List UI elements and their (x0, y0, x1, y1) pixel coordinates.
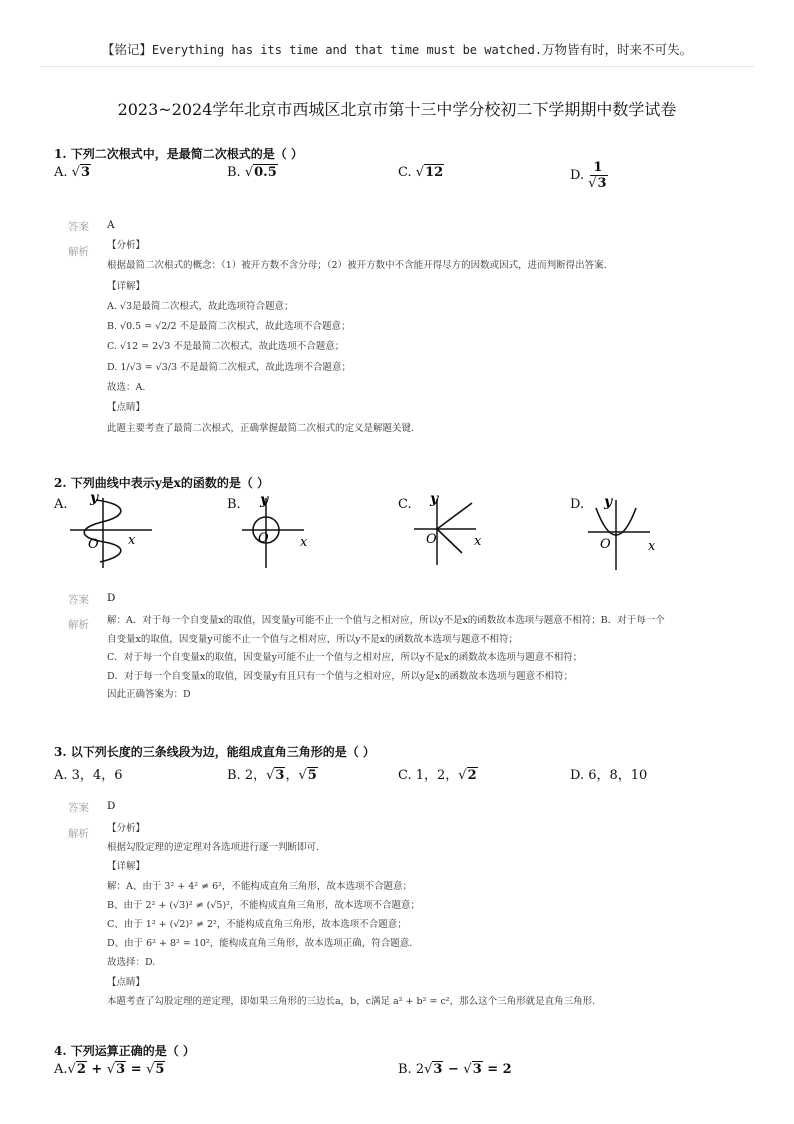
q1-solution-line: 【点睛】 (107, 402, 146, 414)
q2-graph-c (410, 487, 500, 569)
q2-solution-line: 自变量x的取值，因变量y可能不止一个值与之相对应，所以y不是x的函数故本选项与题意不相符； (107, 633, 518, 645)
q1-solution-line: A. √3是最简二次根式，故此选项符合题意； (107, 300, 294, 312)
axis-x-label: x (648, 539, 656, 554)
q1-analysis-label: 解析 (68, 246, 89, 258)
q2-solution (107, 612, 727, 705)
q1-solution-line: 此题主要考查了最简二次根式，正确掌握最简二次根式的定义是解题关键. (107, 422, 415, 434)
q3-solution-line: 本题考查了勾股定理的逆定理，即如果三角形的三边长a，b，c满足 a² + b² = c²，那么这个三角形就是直角三角形. (107, 995, 596, 1007)
q1-stem: 1. 下列二次根式中，是最简二次根式的是（ ） (54, 147, 303, 161)
q2-answer: D (107, 592, 116, 604)
q3-solution-line: B、由于 2² + (√3)² ≠ (√5)²，不能构成直角三角形，故本选项不合题意； (107, 899, 420, 911)
axis-y-label: y (604, 494, 613, 510)
q3-solution-line: 【详解】 (107, 861, 146, 873)
q1-solution-line: B. √0.5 = √2/2 不是最简二次根式，故此选项不合题意； (107, 321, 351, 333)
q2-solution-line: 因此正确答案为：D (107, 689, 191, 701)
q4-stem: 4. 下列运算正确的是（ ） (54, 1044, 195, 1058)
q2-stem: 2. 下列曲线中表示y是x的函数的是（ ） (54, 476, 270, 490)
q2-option-a-label: A. (54, 497, 68, 512)
q1-solution-line: 根据最简二次根式的概念：（1）被开方数不含分母；（2）被开方数中不含能开得尽方的因数或因式，进而判断得出答案. (107, 260, 607, 272)
axis-y-label: y (430, 491, 439, 507)
q1-option-c: C. √12 (398, 165, 444, 180)
q1-option-d: D. $\frac{1}{√3}$ (570, 160, 607, 191)
q2-answer-label: 答案 (68, 594, 89, 606)
q1-solution-line: 【详解】 (107, 280, 146, 292)
q1-d-denominator: 3 (597, 176, 607, 191)
q2-option-d-label: D. (570, 497, 585, 512)
q3-solution-line: 【分析】 (107, 823, 146, 834)
header-divider (40, 66, 754, 67)
q1-d-numerator: 1 (590, 160, 605, 176)
q2-solution-line: C．对于每一个自变量x的取值，因变量y可能不止一个值与之相对应，所以y不是x的函数故本选项与题意不相符； (107, 652, 583, 664)
q1-solution-line: 故选：A. (107, 382, 146, 394)
q3-option-d: D. 6，8，10 (570, 768, 648, 783)
q3-answer: D (107, 800, 116, 812)
q1-c-radicand: 12 (425, 165, 444, 180)
q3-solution-line: 【点睛】 (107, 976, 146, 988)
motto-suffix: 万物皆有时，时来不可失。 (542, 42, 693, 57)
q3-solution-line: 故选择：D. (107, 957, 156, 969)
q2-graph-a (66, 490, 156, 572)
axis-x-label: x (128, 533, 136, 548)
q3-option-a: A. 3，4，6 (54, 768, 123, 783)
q1-solution-line: D. 1/√3 = √3/3 不是最简二次根式，故此选项不合题意； (107, 361, 352, 373)
q1-solution-line: C. √12 = 2√3 不是最简二次根式，故此选项不合题意； (107, 341, 345, 353)
axis-y-label: y (90, 490, 99, 506)
q3-answer-label: 答案 (68, 802, 89, 814)
q3-solution (107, 819, 727, 1011)
q1-solution (107, 236, 727, 439)
q1-answer: A (107, 219, 115, 231)
q1-solution-line: 【分析】 (107, 240, 146, 251)
q3-analysis-label: 解析 (68, 828, 89, 840)
q2-solution-line: 解：A．对于每一个自变量x的取值，因变量y可能不止一个值与之相对应，所以y不是x的函数故本选项与题意不相符；B．对于每一个 (107, 615, 665, 626)
origin-label: O (258, 531, 269, 546)
q1-b-radicand: 0.5 (254, 165, 277, 180)
q3-option-b: B. 2，√3，√5 (227, 768, 317, 783)
q1-option-b: B. √0.5 (227, 165, 277, 180)
motto-line (0, 40, 794, 58)
motto-prefix: 【铭记】 (101, 42, 152, 57)
q3-solution-line: C、由于 1² + (√2)² ≠ 2²，不能构成直角三角形，故本选项不合题意； (107, 919, 407, 931)
q1-option-a: A. √3 (54, 165, 91, 180)
q3-option-c: C. 1，2，√2 (398, 768, 477, 783)
q1-a-radicand: 3 (80, 165, 91, 180)
axis-x-label: x (300, 535, 308, 550)
q2-analysis-label: 解析 (68, 619, 89, 631)
motto-english: Everything has its time and that time must be watched. (151, 43, 543, 57)
q4-option-a: A.√2 + √3 = √5 (54, 1062, 165, 1077)
q2-solution-line: D．对于每一个自变量x的取值，因变量y有且只有一个值与之相对应，所以y是x的函数故本选项与题意不相符； (107, 670, 574, 682)
q2-option-b-label: B. (227, 497, 241, 512)
axis-y-label: y (260, 492, 269, 508)
q2-graph-b (238, 490, 328, 572)
q2-option-c-label: C. (398, 497, 412, 512)
q3-solution-line: D、由于 6² + 8² = 10²，能构成直角三角形，故本选项正确，符合题意. (107, 938, 413, 950)
q3-solution-line: 根据勾股定理的逆定理对各选项进行逐一判断即可. (107, 842, 320, 854)
origin-label: O (88, 537, 99, 552)
q4-option-b: B. 2√3 − √3 = 2 (398, 1062, 512, 1077)
origin-label: O (426, 532, 437, 547)
q3-solution-line: 解：A、由于 3² + 4² ≠ 6²，不能构成直角三角形，故本选项不合题意； (107, 880, 412, 892)
q1-answer-label: 答案 (68, 221, 89, 233)
axis-x-label: x (474, 534, 482, 549)
q3-stem: 3. 以下列长度的三条线段为边，能组成直角三角形的是（ ） (54, 745, 375, 759)
origin-label: O (600, 537, 611, 552)
exam-title: 2023~2024学年北京市西城区北京市第十三中学分校初二下学期期中数学试卷 (117, 100, 677, 119)
q2-graph-d (584, 490, 674, 572)
